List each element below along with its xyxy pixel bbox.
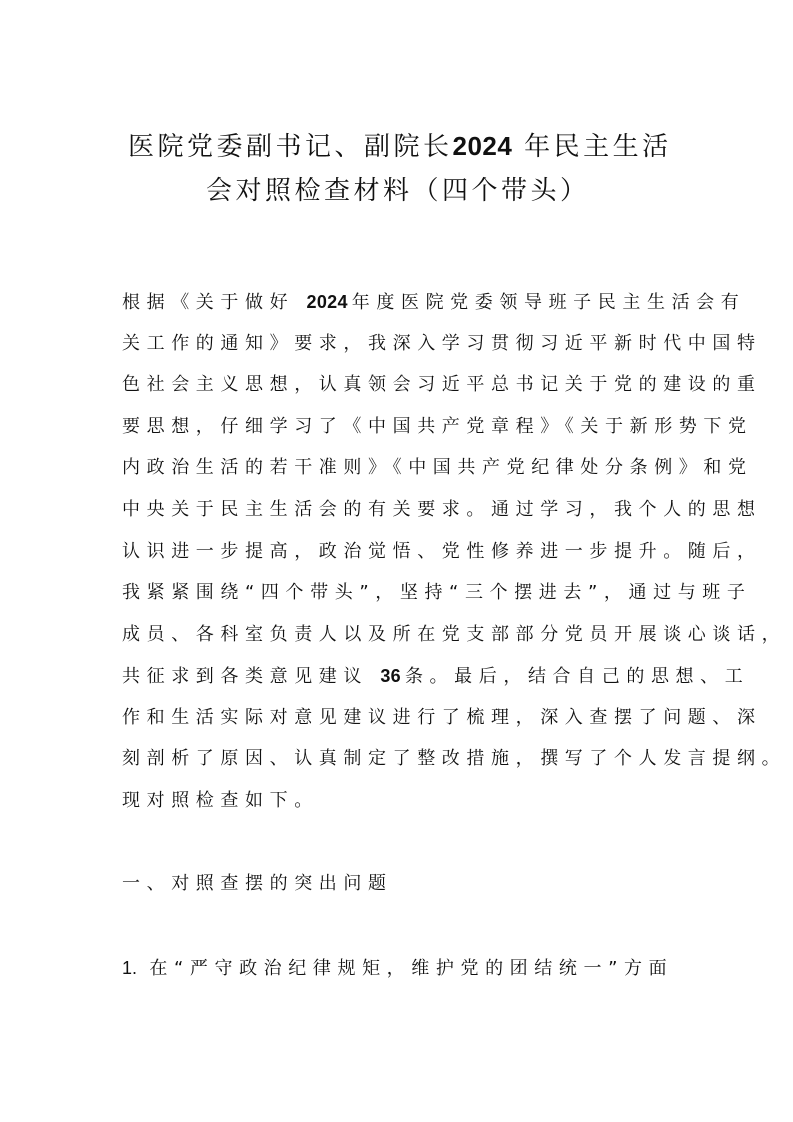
- section-heading: 一、对照查摆的突出问题: [122, 873, 393, 894]
- paragraph-line: [122, 665, 749, 688]
- paragraph-line: 我紧紧围绕“四个带头”，坚持“三个摆进去”，通过与班子: [122, 582, 752, 603]
- document-title-line-2: 会对照检查材料（四个带头）: [206, 176, 590, 206]
- title-text: 年民主生活: [524, 132, 672, 162]
- subsection-text: 在“严守政治纪律规矩，维护党的团结统一”方面: [149, 958, 674, 979]
- subsection-heading: [122, 957, 673, 980]
- paragraph-line: 色社会主义思想，认真领会习近平总书记关于党的建设的重: [122, 374, 762, 395]
- paragraph-line: 要思想，仔细学习了《中国共产党章程》《关于新形势下党: [122, 416, 753, 437]
- count-number: 36: [380, 666, 401, 686]
- subsection-number: 1.: [122, 958, 138, 978]
- title-text: 医院党委副书记、副院长: [128, 132, 453, 162]
- year-number: 2024: [306, 292, 348, 312]
- title-year: 2024: [452, 131, 513, 161]
- paragraph-line: 中央关于民主生活会的有关要求。通过学习，我个人的思想: [122, 499, 762, 520]
- paragraph-line: 刻剖析了原因、认真制定了整改措施，撰写了个人发言提纲。: [122, 748, 787, 769]
- paragraph-line: [122, 291, 745, 314]
- line-text: 共征求到各类意见建议: [122, 666, 368, 687]
- paragraph-line: 作和生活实际对意见建议进行了梳理，深入查摆了问题、深: [122, 707, 762, 728]
- paragraph-line: 成员、各科室负责人以及所在党支部部分党员开展谈心谈话，: [122, 624, 787, 645]
- document-title-line-1: [128, 131, 672, 162]
- line-text: 年度医院党委领导班子民主生活会有: [351, 292, 746, 313]
- paragraph-line: 内政治生活的若干准则》《中国共产党纪律处分条例》和党: [122, 457, 753, 478]
- line-text: 根据《关于做好: [122, 292, 295, 313]
- line-text: 条。最后，结合自己的思想、工: [404, 666, 750, 687]
- paragraph-line: 现对照检查如下。: [122, 790, 319, 811]
- paragraph-line: 关工作的通知》要求，我深入学习贯彻习近平新时代中国特: [122, 333, 762, 354]
- paragraph-line: 认识进一步提高，政治觉悟、党性修养进一步提升。随后，: [122, 541, 762, 562]
